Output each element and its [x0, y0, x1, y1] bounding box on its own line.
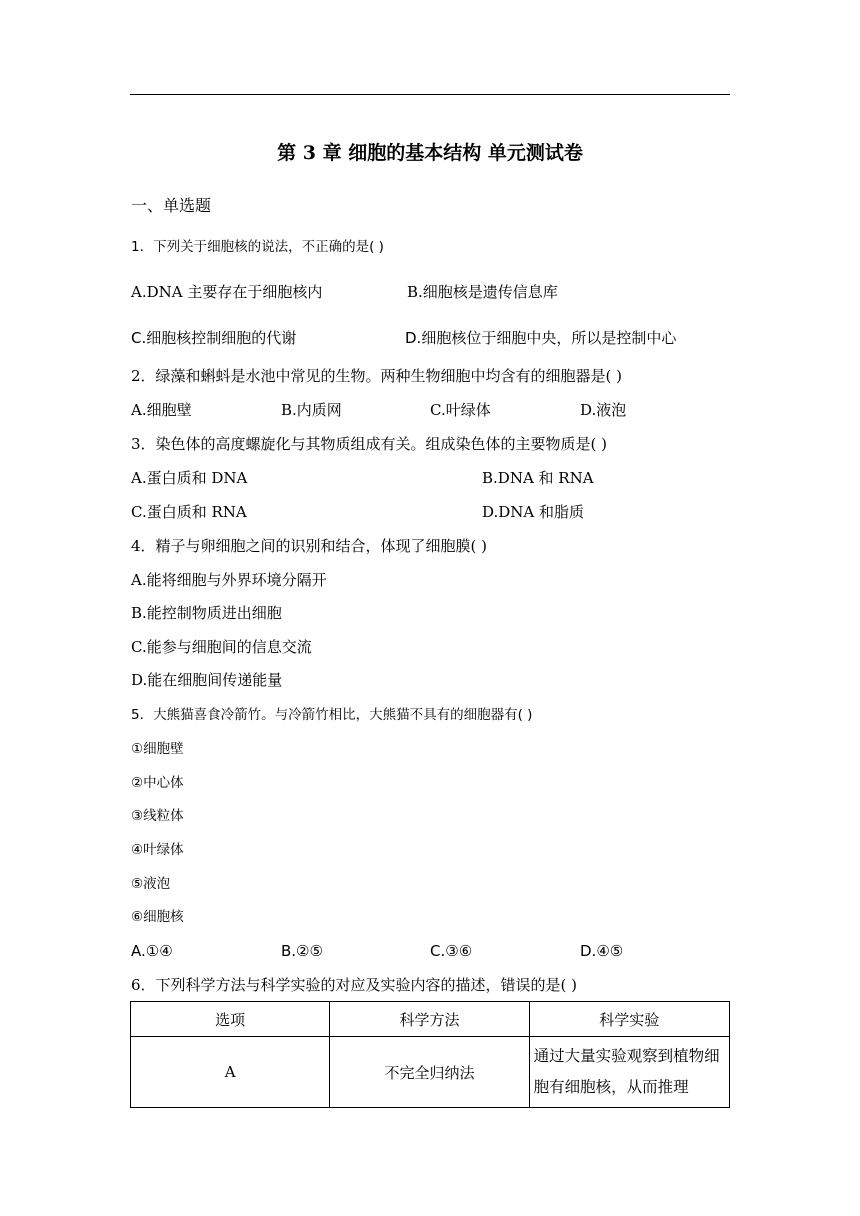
q5-item-3: ③线粒体	[131, 808, 184, 824]
table-cell-experiment: 通过大量实验观察到植物细胞有细胞核，从而推理	[529, 1037, 729, 1108]
q1-option-d: D.细胞核位于细胞中央，所以是控制中心	[405, 329, 677, 347]
table-header-row	[131, 1002, 730, 1037]
table-cell-method: 不完全归纳法	[330, 1037, 529, 1108]
q5-option-b: B.②⑤	[281, 942, 323, 960]
header-rule	[130, 94, 730, 95]
q3-option-b: B.DNA 和 RNA	[482, 469, 594, 487]
q1-option-b: B.细胞核是遗传信息库	[407, 283, 558, 301]
q4-option-a: A.能将细胞与外界环境分隔开	[131, 571, 327, 589]
table-row	[131, 1037, 730, 1108]
section-heading: 一、单选题	[131, 196, 212, 215]
q5-stem: 5．大熊猫喜食冷箭竹。与冷箭竹相比，大熊猫不具有的细胞器有( )	[131, 707, 533, 723]
q5-item-6: ⑥细胞核	[131, 909, 184, 925]
q5-item-2: ②中心体	[131, 775, 184, 791]
table-cell-option: A	[131, 1037, 330, 1108]
q5-option-d: D.④⑤	[580, 942, 624, 960]
table-header-cell: 科学实验	[529, 1002, 729, 1037]
q3-option-a: A.蛋白质和 DNA	[131, 469, 248, 487]
q1-stem: 1．下列关于细胞核的说法，不正确的是( )	[131, 239, 384, 255]
q2-option-d: D.液泡	[580, 401, 627, 419]
q2-option-b: B.内质网	[281, 401, 342, 419]
q4-stem: 4．精子与卵细胞之间的识别和结合，体现了细胞膜( )	[131, 537, 488, 555]
q6-stem: 6．下列科学方法与科学实验的对应及实验内容的描述，错误的是( )	[131, 976, 578, 994]
table-header-cell: 科学方法	[330, 1002, 529, 1037]
q6-table	[130, 1001, 730, 1108]
q5-option-c: C.③⑥	[430, 942, 473, 960]
page-title: 第 3 章 细胞的基本结构 单元测试卷	[277, 142, 583, 164]
q1-option-a: A.DNA 主要存在于细胞核内	[131, 283, 323, 301]
q5-option-a: A.①④	[131, 942, 173, 960]
q5-item-1: ①细胞壁	[131, 741, 184, 757]
q4-option-d: D.能在细胞间传递能量	[131, 671, 283, 689]
q3-option-c: C.蛋白质和 RNA	[131, 503, 247, 521]
q4-option-b: B.能控制物质进出细胞	[131, 604, 282, 622]
q5-item-4: ④叶绿体	[131, 842, 184, 858]
q5-item-5: ⑤液泡	[131, 876, 171, 892]
q4-option-c: C.能参与细胞间的信息交流	[131, 638, 312, 656]
table-header-cell: 选项	[131, 1002, 330, 1037]
q2-option-a: A.细胞壁	[131, 401, 192, 419]
q1-option-c: C.细胞核控制细胞的代谢	[131, 329, 297, 347]
q3-stem: 3．染色体的高度螺旋化与其物质组成有关。组成染色体的主要物质是( )	[131, 435, 608, 453]
q3-option-d: D.DNA 和脂质	[482, 503, 585, 521]
q2-stem: 2．绿藻和蝌蚪是水池中常见的生物。两种生物细胞中均含有的细胞器是( )	[131, 367, 623, 385]
q2-option-c: C.叶绿体	[430, 401, 491, 419]
